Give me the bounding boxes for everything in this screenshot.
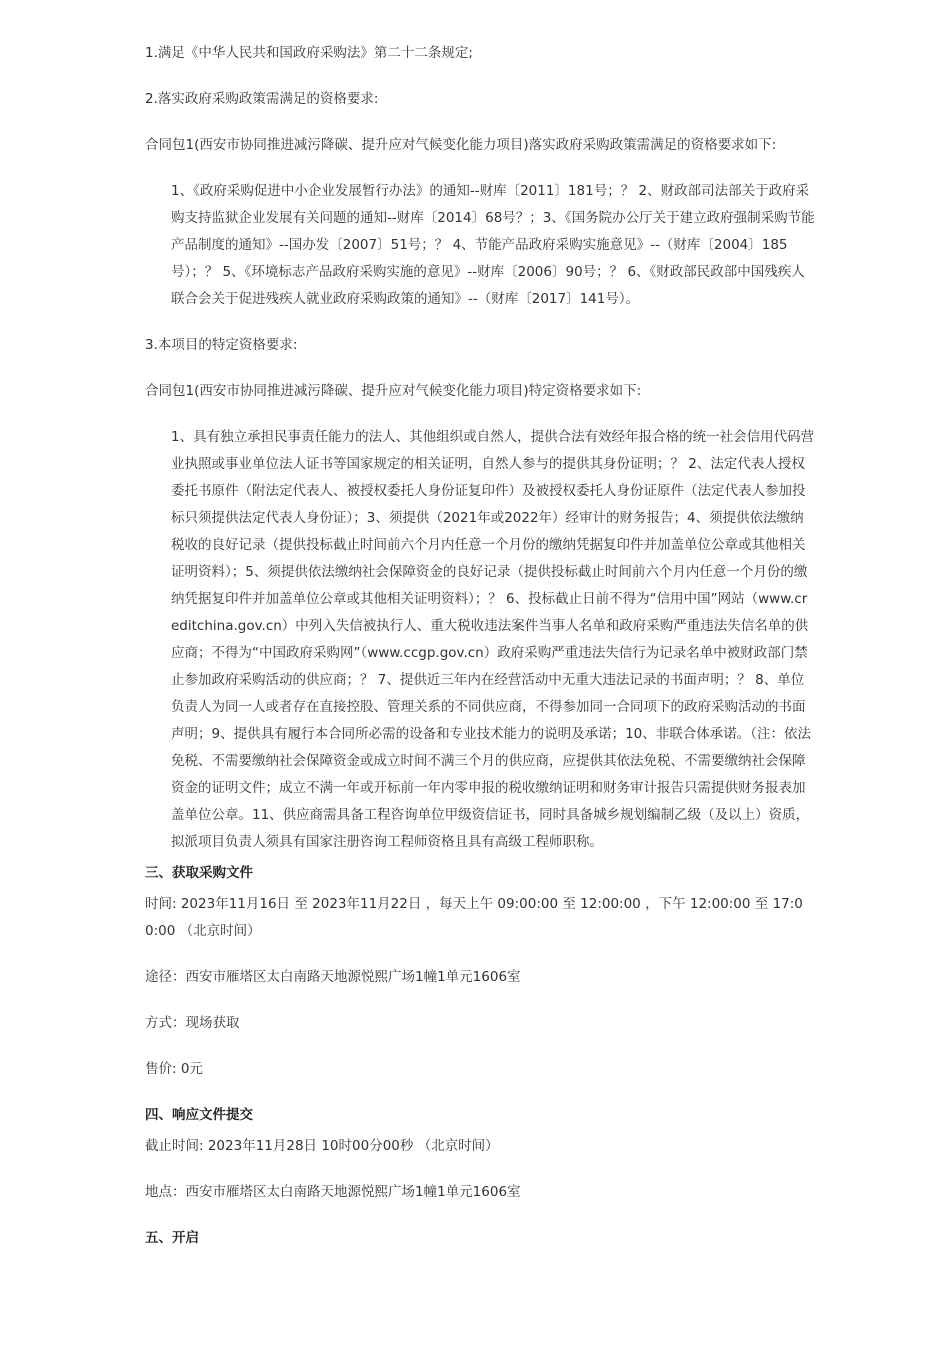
- qualification-item-1: 1.满足《中华人民共和国政府采购法》第二十二条规定;: [145, 45, 473, 61]
- package-policy-intro: 合同包1(西安市协同推进减污降碳、提升应对气候变化能力项目)落实政府采购政策需满足的资格要求如下:: [145, 137, 777, 153]
- acquisition-time: 时间: 2023年11月16日 至 2023年11月22日 ，每天上午 09:00:00 至 12:00:00 ，下午 12:00:00 至 17:00:00 （北京时间）: [145, 896, 803, 939]
- section-5-heading: 五、开启: [145, 1230, 199, 1246]
- document-body: [145, 40, 815, 1252]
- qualification-item-2: 2.落实政府采购政策需满足的资格要求:: [145, 91, 379, 107]
- acquisition-price: 售价: 0元: [145, 1061, 203, 1077]
- acquisition-route: 途径：西安市雁塔区太白南路天地源悦熙广场1幢1单元1606室: [145, 969, 521, 985]
- specific-requirements-text: 1、具有独立承担民事责任能力的法人、其他组织或自然人，提供合法有效经年报合格的统一社会信用代码营业执照或事业单位法人证书等国家规定的相关证明，自然人参与的提供其身份证明；？ 2、法定代表人授权委托书原件（附法定代表人、被授权委托人身份证复印件）及被授权委托人身份证原件（法定代表人参加投标只须提供法定代表人身份证）；3、须提供（2021年或2022年）经审计的财务报告；4、须提供依法缴纳税收的良好记录（提供投标截止时间前六个月内任意一个月份的缴纳凭据复印件并加盖单位公章或其他相关证明资料）；5、须提供依法缴纳社会保障资金的良好记录（提供投标截止时间前六个月内任意一个月份的缴纳凭据复印件并加盖单位公章或其他相关证明资料）；？ 6、投标截止日前不得为“信用中国”网站（www.creditchina.gov.cn）中列入失信被执行人、重大税收违法案件当事人名单和政府采购严重违法失信名单的供应商；不得为“中国政府采购网”（www.ccgp.gov.cn）政府采购严重违法失信行为记录名单中被财政部门禁止参加政府采购活动的供应商；？ 7、提供近三年内在经营活动中无重大违法记录的书面声明；？ 8、单位负责人为同一人或者存在直接控股、管理关系的不同供应商，不得参加同一合同项下的政府采购活动的书面声明；9、提供具有履行本合同所必需的设备和专业技术能力的说明及承诺；10、非联合体承诺。（注：依法免税、不需要缴纳社会保障资金或成立时间不满三个月的供应商，应提供其依法免税、不需要缴纳社会保障资金的证明文件；成立不满一年或开标前一年内零申报的税收缴纳证明和财务审计报告只需提供财务报表加盖单位公章。11、供应商需具备工程咨询单位甲级资信证书，同时具备城乡规划编制乙级（及以上）资质，拟派项目负责人须具有国家注册咨询工程师资格且具有高级工程师职称。: [171, 429, 815, 850]
- acquisition-method: 方式：现场获取: [145, 1015, 240, 1031]
- submission-location: 地点：西安市雁塔区太白南路天地源悦熙广场1幢1单元1606室: [145, 1184, 521, 1200]
- qualification-item-3: 3.本项目的特定资格要求:: [145, 337, 298, 353]
- section-3-heading: 三、获取采购文件: [145, 865, 253, 881]
- section-4-heading: 四、响应文件提交: [145, 1107, 253, 1123]
- policy-requirements-text: 1、《政府采购促进中小企业发展暂行办法》的通知--财库〔2011〕181号；？ 2、财政部司法部关于政府采购支持监狱企业发展有关问题的通知--财库〔2014〕68号？；3、《国务院办公厅关于建立政府强制采购节能产品制度的通知》--国办发〔2007〕51号；？ 4、节能产品政府采购实施意见》--（财库〔2004〕185号）；？ 5、《环境标志产品政府采购实施的意见》--财库〔2006〕90号；？ 6、《财政部民政部中国残疾人联合会关于促进残疾人就业政府采购政策的通知》--（财库〔2017〕141号）。: [171, 183, 815, 307]
- package-specific-intro: 合同包1(西安市协同推进减污降碳、提升应对气候变化能力项目)特定资格要求如下:: [145, 383, 642, 399]
- submission-deadline: 截止时间: 2023年11月28日 10时00分00秒 （北京时间）: [145, 1138, 499, 1154]
